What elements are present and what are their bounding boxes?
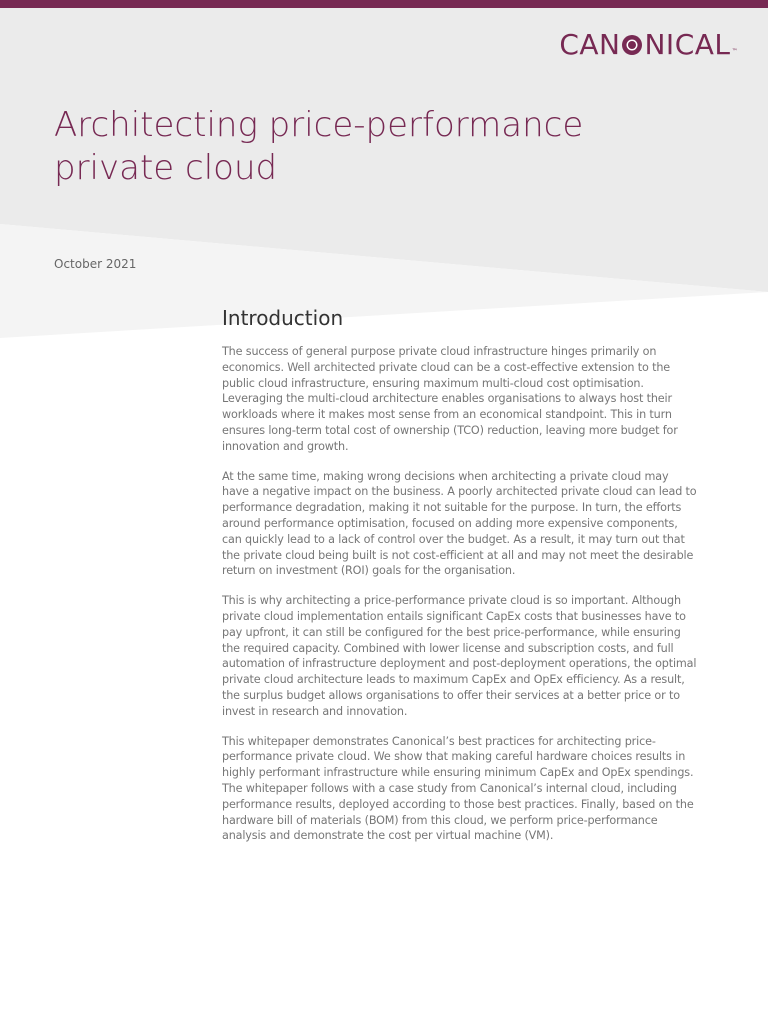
document-title-line-1: Architecting price-performance bbox=[54, 105, 584, 145]
intro-paragraph-1: The success of general purpose private cloud infrastructure hinges primarily on economics. Well architected private cloud can be a cost-effective extension to the public cloud infrastructure, ensuring maximum multi-cloud cost optimisation. Leveraging the multi-cloud architecture enables organisations to always host their workloads where it makes most sense from an economical standpoint. This in turn ensures long-term total cost of ownership (TCO) reduction, leaving more budget for innovation and growth. bbox=[222, 345, 678, 453]
trademark-symbol: ™ bbox=[731, 48, 738, 55]
canonical-o-icon bbox=[621, 34, 643, 56]
introduction-section bbox=[222, 306, 698, 858]
logo-text-start: CAN bbox=[559, 28, 621, 61]
intro-paragraph-3: This is why architecting a price-performance private cloud is so important. Although private cloud implementation entails significant CapEx costs that businesses have to pay upfront, it can still be configured for the best price-performance, while ensuring the required capacity. Combined with lower license and subscription costs, and full automation of infrastructure deployment and post-deployment operations, the optimal private cloud architecture leads to maximum CapEx and OpEx efficiency. As a result, the surplus budget allows organisations to offer their services at a better price or to invest in research and innovation. bbox=[222, 594, 697, 718]
intro-paragraph-4: This whitepaper demonstrates Canonical’s best practices for architecting price-performance private cloud. We show that making careful hardware choices results in highly performant infrastructure while ensuring minimum CapEx and OpEx spendings. The whitepaper follows with a case study from Canonical’s internal cloud, including performance results, deployed according to those best practices. Finally, based on the hardware bill of materials (BOM) from this cloud, we perform price-performance analysis and demonstrate the cost per virtual machine (VM). bbox=[222, 734, 694, 843]
document-title-line-2: private cloud bbox=[54, 148, 278, 188]
intro-paragraph-2: At the same time, making wrong decisions when architecting a private cloud may have a negative impact on the business. A poorly architected private cloud can lead to performance degradation, making it not suitable for the purpose. In turn, the efforts around performance optimisation, focused on adding more expensive components, can quickly lead to a lack of control over the budget. As a result, it may turn out that the private cloud being built is not cost-efficient at all and may not meet the desirable return on investment (ROI) goals for the organisation. bbox=[222, 469, 697, 578]
top-accent-bar bbox=[0, 0, 768, 8]
publication-date: October 2021 bbox=[54, 257, 137, 271]
logo-text-end: NICAL bbox=[644, 28, 731, 61]
document-title bbox=[54, 104, 654, 190]
canonical-logo bbox=[559, 28, 738, 61]
introduction-heading: Introduction bbox=[222, 306, 344, 330]
